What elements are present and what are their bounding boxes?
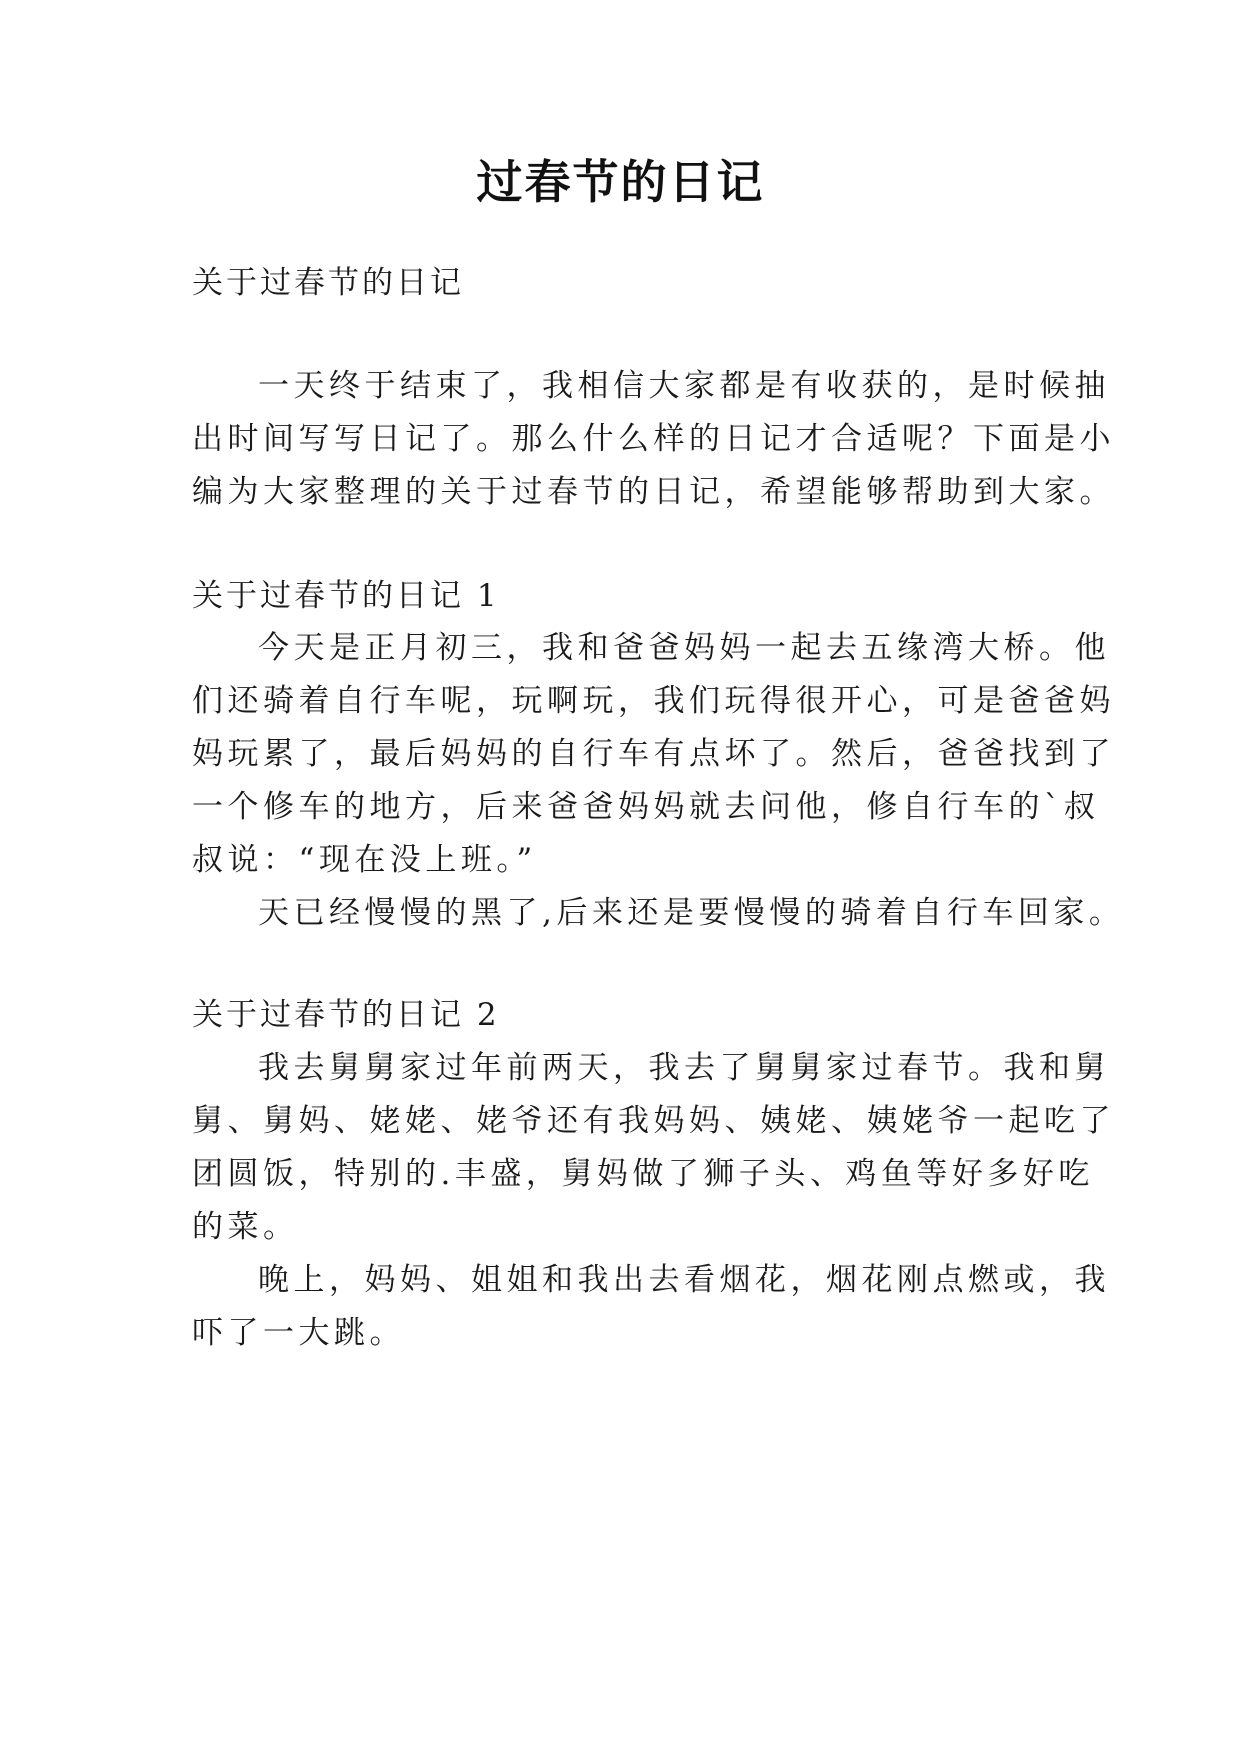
diary1-para2-line: 天已经慢慢的黑了,后来还是要慢慢的骑着自行车回家。: [258, 895, 1125, 931]
intro-line: 一天终于结束了，我相信大家都是有收获的，是时候抽: [258, 368, 1110, 404]
document-title: 过春节的日记: [476, 155, 765, 209]
diary2-para1-line: 我去舅舅家过年前两天，我去了舅舅家过春节。我和舅: [258, 1050, 1110, 1086]
intro-line: 编为大家整理的关于过春节的日记，希望能够帮助到大家。: [192, 474, 1115, 510]
diary1-para1-line: 妈玩累了，最后妈妈的自行车有点坏了。然后，爸爸找到了: [192, 736, 1115, 772]
document-subtitle: 关于过春节的日记: [192, 265, 464, 301]
diary1-para1-line: 们还骑着自行车呢，玩啊玩，我们玩得很开心，可是爸爸妈: [192, 683, 1115, 719]
diary2-para1-line: 的菜。: [192, 1209, 299, 1245]
diary1-para1-line: 叔说：“现在没上班。”: [192, 842, 537, 878]
diary2-para1-line: 舅、舅妈、姥姥、姥爷还有我妈妈、姨姥、姨姥爷一起吃了: [192, 1103, 1115, 1139]
intro-line: 出时间写写日记了。那么什么样的日记才合适呢？下面是小: [192, 421, 1115, 457]
diary1-para1-line: 今天是正月初三，我和爸爸妈妈一起去五缘湾大桥。他: [258, 630, 1110, 666]
diary2-para2-line: 吓了一大跳。: [192, 1315, 405, 1351]
diary2-para2-line: 晚上，妈妈、姐姐和我出去看烟花，烟花刚点燃或，我: [258, 1262, 1110, 1298]
diary1-para1-line: 一个修车的地方，后来爸爸妈妈就去问他，修自行车的`叔: [192, 789, 1100, 825]
diary2-heading: 关于过春节的日记 2: [192, 997, 500, 1033]
diary2-para1-line: 团圆饭，特别的.丰盛，舅妈做了狮子头、鸡鱼等好多好吃: [192, 1156, 1094, 1192]
diary1-heading: 关于过春节的日记 1: [192, 578, 500, 614]
